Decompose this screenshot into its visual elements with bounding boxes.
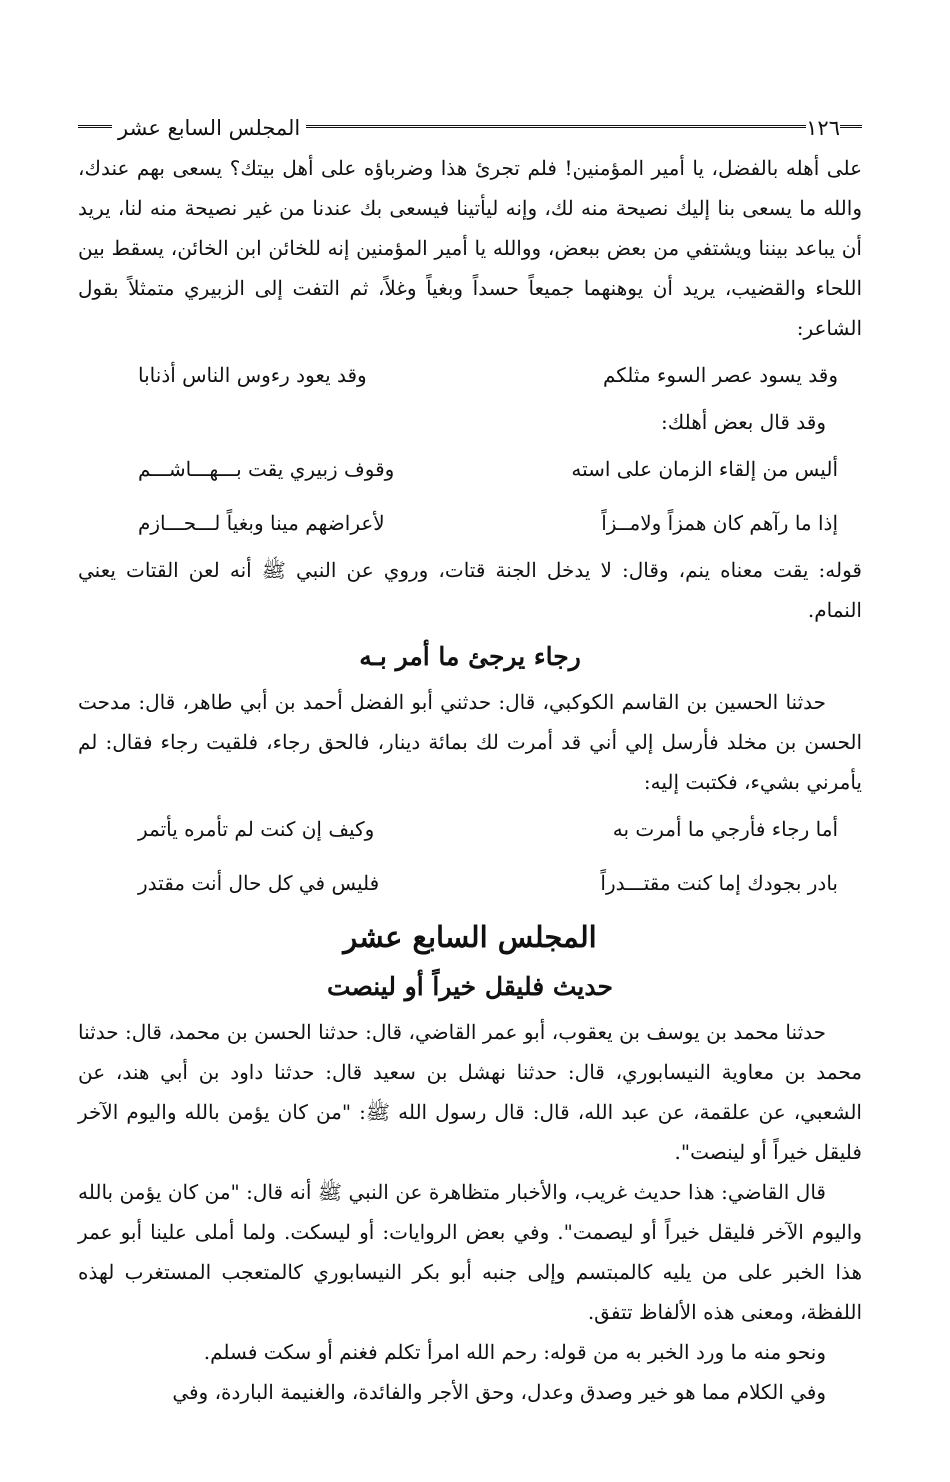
paragraph: ونحو منه ما ورد الخبر به من قوله: رحم الله امرأ تكلم فغنم أو سكت فسلم. <box>203 1340 826 1364</box>
verse-hemistich: وقد يسود عصر السوء مثلكم <box>602 363 838 387</box>
verse-hemistich: إذا ما رآهم كان همزاً ولامــزاً <box>601 511 838 535</box>
verse-hemistich: أليس من إلقاء الزمان على استه <box>571 457 838 481</box>
running-header <box>78 108 862 148</box>
paragraph: حدثنا الحسين بن القاسم الكوكبي، قال: حدثني أبو الفضل أحمد بن أبي طاهر، قال: مدحت الحسن بن مخلد فأرسل إلي أني قد أمرت لك بمائة دينار، فالحق رجاء، فلقيت رجاء فقال: لم يأمرني بشيء، فكتبت إليه: <box>78 690 862 794</box>
verse-line <box>78 856 862 910</box>
section-heading: رجاء يرجئ ما أمر بـه <box>359 642 581 671</box>
paragraph: قال القاضي: هذا حديث غريب، والأخبار متظاهرة عن النبي ﷺ أنه قال: "من كان يؤمن بالله واليوم الآخر فليقل خيراً أو ليصمت". وفي بعض الروايات: أو ليسكت. ولما أملى علينا أبو عمر هذا الخبر على من يليه كالمبتسم وإلى جنبه أبو بكر النيسابوري كالمتعجب المستغرب لهذه اللفظة، ومعنى هذه الألفاظ تتفق. <box>78 1180 862 1324</box>
header-rule <box>78 125 112 131</box>
paragraph: قوله: يقت معناه ينم، وقال: لا يدخل الجنة قتات، وروي عن النبي ﷺ أنه لعن القتات يعني النمام. <box>78 558 862 622</box>
verse-hemistich: لأعراضهم مينا وبغياً لـــحـــازم <box>138 511 385 535</box>
verse-hemistich: أما رجاء فأرجي ما أمرت به <box>612 817 838 841</box>
verse-hemistich: بادر بجودك إما كنت مقتـــدراً <box>600 871 838 895</box>
paragraph: حدثنا محمد بن يوسف بن يعقوب، أبو عمر القاضي، قال: حدثنا الحسن بن محمد، قال: حدثنا محمد بن معاوية النيسابوري، قال: حدثنا نهشل بن سعيد قال: حدثنا داود بن أبي هند، عن الشعبي، عن علقمة، عن عبد الله، قال: قال رسول الله ﷺ: "من كان يؤمن بالله واليوم الآخر فليقل خيراً أو لينصت". <box>78 1020 862 1164</box>
verse-line <box>78 348 862 402</box>
paragraph: وقد قال بعض أهلك: <box>660 410 826 434</box>
hadith-heading: حديث فليقل خيراً أو لينصت <box>327 972 613 1001</box>
verse-line <box>78 802 862 856</box>
verse-line <box>78 442 862 496</box>
paragraph: على أهله بالفضل، يا أمير المؤمنين! فلم تجرئ هذا وضرباؤه على أهل بيتك؟ يسعى بهم عندك، والله ما يسعى بنا إليك نصيحة منه لك، وإنه ليأتينا فيسعى بك عندنا من غير نصيحة منه لنا، يريد أن يباعد بيننا ويشتفي من بعض ببعض، ووالله يا أمير المؤمنين إنه للخائن ابن الخائن، يسقط بين اللحاء والقضيب، يريد أن يوهنهما جميعاً حسداً وبغياً وغلاً، ثم التفت إلى الزبيري متمثلاً بقول الشاعر: <box>78 156 862 340</box>
running-title: المجلس السابع عشر <box>118 116 301 140</box>
verse-hemistich: وقوف زبيري يقت بـــهـــاشـــم <box>138 457 395 481</box>
chapter-heading: المجلس السابع عشر <box>343 920 597 954</box>
paragraph: وفي الكلام مما هو خير وصدق وعدل، وحق الأجر والفائدة، والغنيمة الباردة، وفي <box>172 1380 826 1404</box>
verse-hemistich: فليس في كل حال أنت مقتدر <box>138 871 380 895</box>
header-rule <box>840 125 862 131</box>
header-rule <box>306 125 806 131</box>
verse-hemistich: وكيف إن كنت لم تأمره يأتمر <box>138 817 375 841</box>
book-page <box>78 108 862 1412</box>
page-number: ١٢٦ <box>806 116 840 140</box>
verse-line <box>78 496 862 550</box>
verse-hemistich: وقد يعود رءوس الناس أذنابا <box>138 363 367 387</box>
